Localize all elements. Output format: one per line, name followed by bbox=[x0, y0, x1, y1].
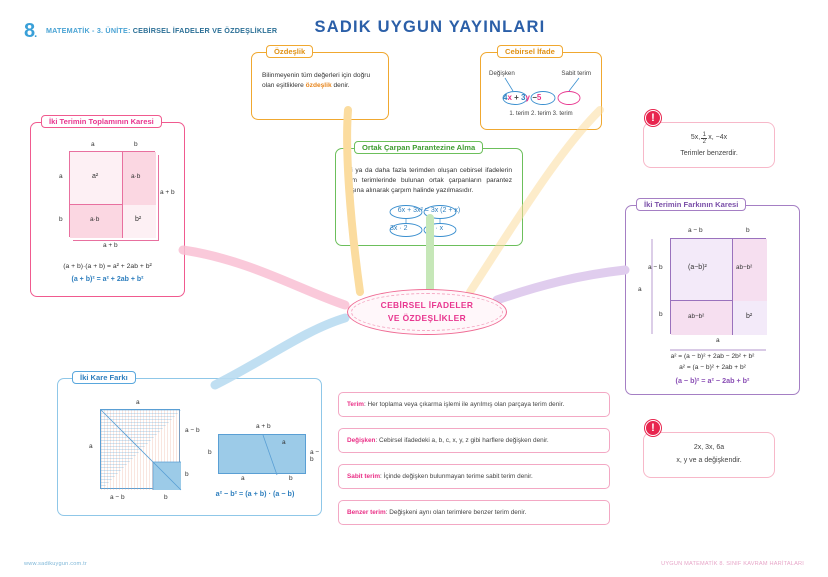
card-fark-karesi-title: İki Terimin Farkının Karesi bbox=[636, 198, 746, 211]
ozdeslik-keyword: özdeşlik bbox=[305, 82, 332, 90]
cell-abmb2-right: ab−b² bbox=[733, 239, 767, 301]
definition-constant-text: İçinde değişken bulunmayan terime sabit terim denir. bbox=[383, 473, 533, 480]
cell-b2: b² bbox=[123, 205, 156, 238]
note-bottom-line2: x, y ve a değişkendir. bbox=[676, 456, 742, 464]
ortak-carpan-eq-left: 3x · 2 bbox=[390, 225, 408, 232]
toplam-karesi-formula-2: (a + b)² = a² + 2ab + b² bbox=[71, 276, 144, 283]
label-degisken: Değişken bbox=[489, 70, 515, 77]
cell-a2: a² bbox=[70, 152, 123, 205]
lbl-b-left-purple: b bbox=[659, 311, 663, 318]
kf-r-lbl-b-bottom: b bbox=[289, 475, 293, 482]
kare-farki-formula: a² − b² = (a + b) · (a − b) bbox=[215, 489, 295, 498]
card-toplam-karesi-title: İki Terimin Toplamının Karesi bbox=[41, 115, 162, 128]
label-sabit-terim: Sabit terim bbox=[561, 70, 591, 77]
card-cebirsel-ifade-title: Cebirsel İfade bbox=[497, 45, 563, 58]
ortak-carpan-equation: 6x + 3x² = 3x (2 + x) bbox=[397, 207, 461, 214]
kf-r-lbl-a-topright: a bbox=[282, 439, 286, 446]
note-top-line1: 5x, 1 2 x, −4x bbox=[690, 132, 728, 145]
lbl-amb-top: a − b bbox=[688, 227, 703, 234]
lbl-a-left-purple: a bbox=[638, 286, 642, 293]
fraction-one-half: 1 2 bbox=[702, 132, 706, 145]
kf-lbl-amb-right: a − b bbox=[185, 427, 200, 434]
note-bottom-line1: 2x, 3x, 6a bbox=[693, 444, 725, 451]
ozdeslik-text-a: Bilinmeyenin tüm değerleri için doğru bbox=[262, 72, 371, 79]
definition-degisken: Değişken: Cebirsel ifadedeki a, b, c, x, y, z gibi harflere değişken denir. bbox=[338, 428, 610, 453]
fark-karesi-formula-1: a² = (a − b)² + 2ab − 2b² + b² bbox=[670, 353, 755, 360]
term-labels: 1. terim 2. terim 3. terim bbox=[509, 111, 573, 117]
central-topic-line2: VE ÖZDEŞLİKLER bbox=[387, 313, 467, 323]
kf-r-lbl-apb-top: a + b bbox=[256, 423, 271, 430]
lbl-amb-left: a − b bbox=[648, 264, 663, 271]
footer-credit: UYGUN MATEMATİK 8. SINIF KAVRAM HARİTALARI bbox=[661, 561, 804, 567]
lbl-b-top-purple: b bbox=[746, 227, 750, 234]
kf-r-lbl-amb-right: a − b bbox=[310, 449, 320, 463]
kf-r-lbl-a-bottom: a bbox=[241, 475, 245, 482]
cell-ab-right: a·b bbox=[123, 152, 156, 205]
card-ortak-carpan-text: İki ya da daha fazla terimden oluşan cebirsel ifadelerin tüm terimlerinde bulunan ortak çarpanların parantez dışına alınarak çarpım halinde yazılmasıdır. bbox=[346, 167, 512, 195]
ozdeslik-text-c: denir. bbox=[331, 82, 350, 90]
definition-like-text: Değişkeni aynı olan terimlere benzer terim denir. bbox=[389, 509, 527, 516]
card-ozdeslik-title: Özdeşlik bbox=[266, 45, 313, 58]
card-kare-farki-title: İki Kare Farkı bbox=[72, 371, 136, 384]
cell-b2-purple: b² bbox=[733, 301, 767, 335]
lbl-a-top: a bbox=[91, 141, 95, 148]
fark-karesi-formula-2: a² = (a − b)² + 2ab + b² bbox=[679, 364, 746, 371]
note-top-line2: Terimler benzerdir. bbox=[680, 149, 738, 157]
central-topic bbox=[347, 289, 507, 335]
lbl-apb-right: a + b bbox=[160, 189, 175, 196]
warning-icon-bottom: ! bbox=[645, 420, 661, 436]
page-title: SADIK UYGUN YAYINLARI bbox=[314, 18, 546, 36]
kf-lbl-amb-bottom: a − b bbox=[110, 494, 125, 501]
definition-variable-label: Değişken bbox=[347, 437, 376, 444]
card-ortak-carpan-title: Ortak Çarpan Parantezine Alma bbox=[354, 141, 483, 154]
definition-term-text: Her toplama veya çıkarma işlemi ile ayrılmış olan parçaya terim denir. bbox=[367, 401, 565, 408]
footer-website: www.sadikuygun.com.tr bbox=[24, 561, 87, 567]
kf-lbl-b-right: b bbox=[185, 471, 189, 478]
kf-lbl-b-bottom: b bbox=[164, 494, 168, 501]
lbl-apb-bottom: a + b bbox=[103, 242, 118, 249]
cell-abmb2-bottom: ab−b² bbox=[671, 301, 733, 335]
definition-constant-label: Sabit terim bbox=[347, 473, 381, 480]
definition-term-label: Terim bbox=[347, 401, 364, 408]
warning-icon-top: ! bbox=[645, 110, 661, 126]
ozdeslik-text-b: olan eşitliklere bbox=[262, 82, 306, 90]
kf-lbl-a-top: a bbox=[136, 399, 140, 406]
ortak-carpan-eq-right: 3x · x bbox=[426, 225, 444, 232]
cell-ab-bottom: a·b bbox=[70, 205, 123, 238]
fark-karesi-formula-3: (a − b)² = a² − 2ab + b² bbox=[675, 376, 750, 385]
kf-r-lbl-b-left: b bbox=[208, 449, 212, 456]
lbl-a-left: a bbox=[59, 173, 63, 180]
definition-benzer-terim: Benzer terim: Değişkeni aynı olan terimlere benzer terim denir. bbox=[338, 500, 610, 525]
grade-number: 8. bbox=[24, 20, 37, 42]
central-topic-line1: CEBİRSEL İFADELER bbox=[380, 300, 474, 311]
kf-lbl-a-left: a bbox=[89, 443, 93, 450]
expression: 4x + 3y −5 bbox=[503, 93, 542, 102]
cell-amb2: (a−b)² bbox=[671, 239, 733, 301]
definition-variable-text: Cebirsel ifadedeki a, b, c, x, y, z gibi harflere değişken denir. bbox=[378, 437, 549, 444]
lbl-b-top: b bbox=[134, 141, 138, 148]
unit-subtitle: MATEMATİK - 3. ÜNİTE: CEBİRSEL İFADELER VE ÖZDEŞLİKLER bbox=[46, 26, 278, 35]
definition-sabit-terim: Sabit terim: İçinde değişken bulunmayan terime sabit terim denir. bbox=[338, 464, 610, 489]
definition-like-label: Benzer terim bbox=[347, 509, 386, 516]
lbl-b-left: b bbox=[59, 216, 63, 223]
lbl-a-bottom-purple: a bbox=[716, 337, 720, 344]
toplam-karesi-formula-1: (a + b)·(a + b) = a² + 2ab + b² bbox=[63, 263, 152, 270]
definition-terim: Terim: Her toplama veya çıkarma işlemi ile ayrılmış olan parçaya terim denir. bbox=[338, 392, 610, 417]
